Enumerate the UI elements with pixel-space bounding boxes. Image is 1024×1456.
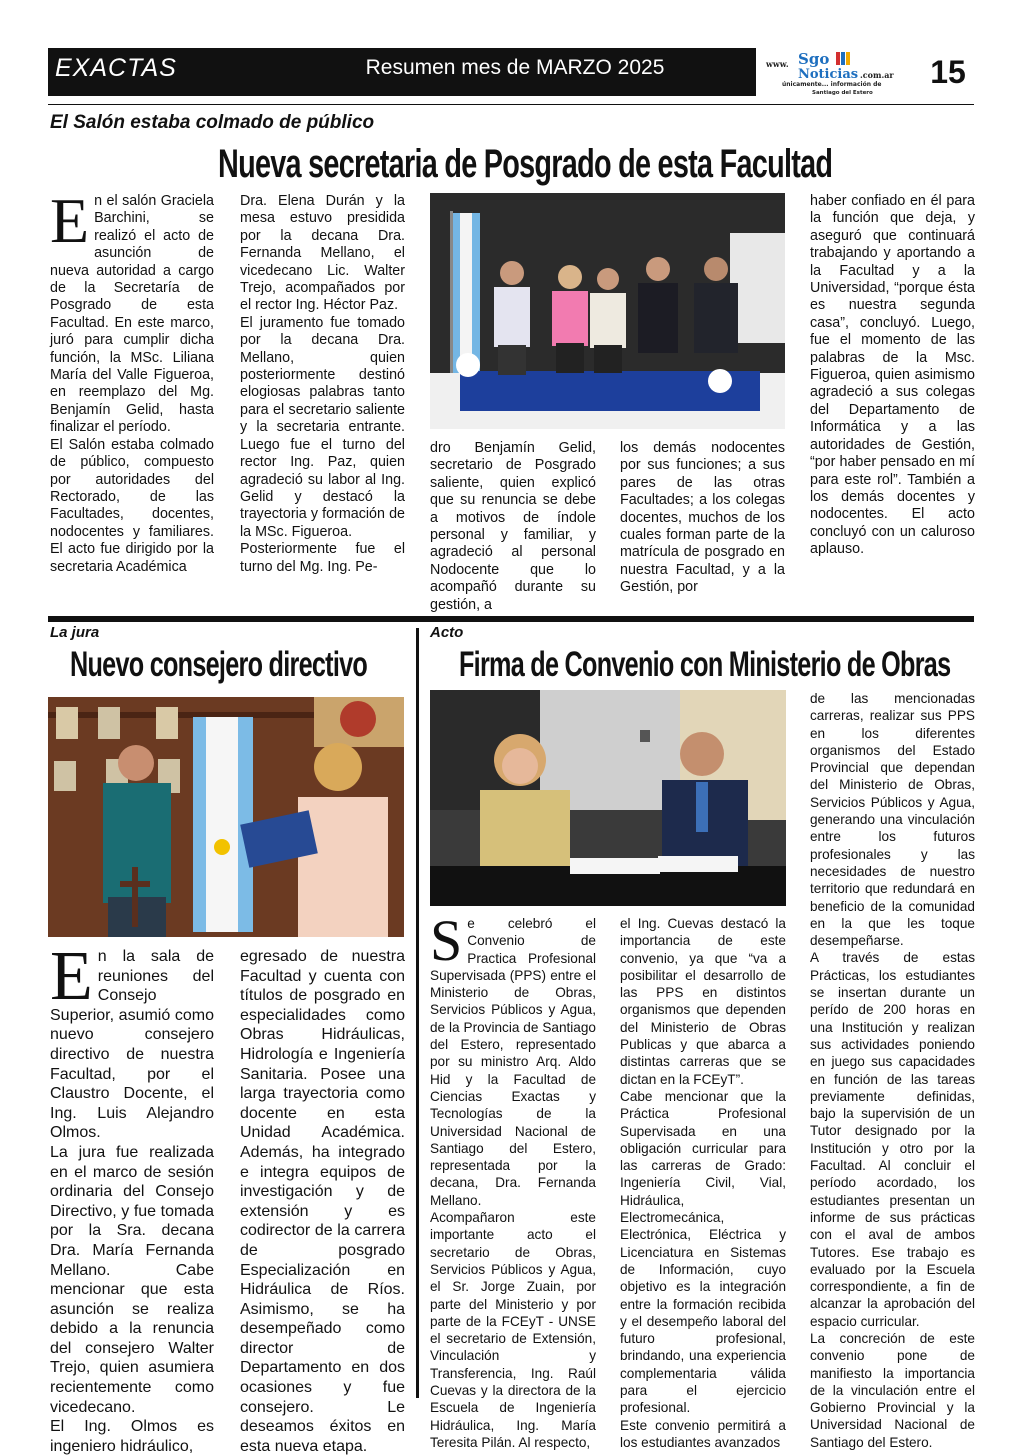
article1-paragraph: los demás nodocentes por sus funciones; a sus pares de las otras Facultades; a los colegas docentes, muchos de los cuales forman parte de la matrícula de posgrado en nuestra Facultad, y a la Gestión, por — [620, 440, 785, 596]
article1-paragraph: Dra. Elena Durán y la mesa estuvo presidida por la decana Dra. Fernanda Mellano, el vicedecano Lic. Walter Trejo, acompañados por el rector Ing. Héctor Paz. — [240, 193, 405, 314]
article1-headline: Nueva secretaria de Posgrado de esta Facultad — [218, 142, 833, 186]
section-name: EXACTAS — [55, 54, 177, 82]
ceremony-group-photo — [430, 193, 785, 429]
article3-paragraph: Cabe mencionar que la Práctica Profesional Supervisada en una obligación curricular para las carreras de Grado: Ingeniería Civil, Vial, Hidráulica, Electromecánica, Electrónica, Eléctrica y Licenciatura en Sistemas de Información, cuyo objetivo es la integración entre la formación recibida y el desempeño laboral del futuro profesional, brindando, una experiencia complementaria válida para el ejercicio profesional. — [620, 1088, 786, 1416]
page-number: 15 — [930, 54, 966, 90]
article3-paragraph: A través de estas Prácticas, los estudiantes se insertan durante un perído de 200 horas en una Institución y realizan sus actividades poniendo en juego sus capacidades en función de las tareas previamente definidas, bajo la supervisión de un Tutor designado por la Institución y otro por la Facultad. Al concluir el período acordado, los estudiantes presentan un informe de sus prácticas con el aval de ambos Tutores. Ese trabajo es evaluado por la Escuela correspondiente, a fin de alcanzar la aprobación del espacio curricular. — [810, 950, 975, 1329]
logo-tagline-1: únicamente... información de — [782, 81, 882, 88]
article3-paragraph: Este convenio permitirá a los estudiantes avanzados — [620, 1417, 786, 1450]
logo-tagline-2: Santiago del Estero — [812, 90, 873, 96]
article1-kicker: El Salón estaba colmado de público — [50, 112, 375, 133]
article1-paragraph: Posteriormente fue el turno del Mg. Ing. Pe- — [240, 541, 405, 575]
article3-column-1 — [430, 908, 596, 1451]
article3-headline: Firma de Convenio con Ministerio de Obras — [459, 645, 951, 684]
header-rule — [48, 104, 974, 105]
logo-domain: .com.ar — [860, 70, 894, 80]
article3-paragraph: e celebró el Convenio de Practica Profesional Supervisada (PPS) entre el Ministerio de Obras, Servicios Públicos y Agua, de la Provincia de Santiago del Estero, representado por su ministro Arq. Aldo Hid y la Facultad de Ciencias Exactas y Tecnologías de la Universidad Nacional de Santiago del Estero, representada por la decana, Dra. Fernanda Mellano. — [430, 916, 596, 1208]
article3-paragraph: La concreción de este convenio pone de manifiesto la importancia de la vinculación entre el Gobierno Provincial y la Universidad Nacional de Santiago del Estero. — [810, 1330, 975, 1450]
section-divider — [48, 616, 974, 622]
article1-column-2 — [240, 193, 405, 576]
article2-paragraph: El Ing. Olmos es ingeniero hidráulico, — [50, 1418, 214, 1455]
article2-kicker: La jura — [50, 624, 100, 641]
article1-paragraph: dro Benjamín Gelid, secretario de Posgrado saliente, quien explicó que su renuncia se debe a motivos de índole personal y familiar, y agradeció al personal Nodocente que lo acompañó durante su gestión, a — [430, 440, 596, 613]
consejero-oath-photo — [48, 697, 404, 937]
article2-paragraph: egresado de nuestra Facultad y cuenta con títulos de posgrado en especialidades como Obras Hidráulicas, Hidrología e Ingeniería Sanitaria. Posee una larga trayectoria como docente en esta Unidad Académica. Además, ha integrado e integra equipos de investigación y de extensión y es codirector de la carrera de posgrado Especialización en Hidráulica de Ríos. Asimismo, se ha desempeñado como director de Departamento en dos ocasiones y fue consejero. Le deseamos éxitos en esta nueva etapa. — [240, 948, 405, 1455]
article3-paragraph: Acompañaron este importante acto el secretario de Obras, Servicios Públicos y Agua, el Sr. Jorge Zuain, por parte del Ministerio y por parte de la FCEyT - UNSE el secretario de Extensión, Vinculación y Transferencia, Ing. Raúl Cuevas y la directora de la Escuela de Ingeniería Hidráulica, Ing. María Teresita Pilán. Al respecto, — [430, 1210, 596, 1450]
article1-column-4 — [620, 440, 785, 597]
article1-paragraph: El Salón estaba colmado de público, compuesto por autoridades del Rectorado, de las Facultades, docentes, nodocentes y familiares. El acto fue dirigido por la secretaria Académica — [50, 436, 214, 575]
drop-cap: E — [50, 938, 93, 1015]
article3-column-3 — [810, 690, 975, 1451]
article3-paragraph: de las mencionadas carreras, realizar sus PPS en los diferentes organismos del Estado Provincial que dependan del Ministerio de Obras, Servicios Públicos y Agua, generando una vinculación entre los futuros profesionales y las necesidades de nuestro territorio que redundará en beneficio de la comunidad en la que les toque desempeñarse. — [810, 691, 975, 949]
article1-column-5 — [810, 193, 975, 559]
article2-column-2 — [240, 947, 405, 1456]
article1-paragraph: haber confiado en él para la función que deja, y aseguró que continuará trabajando y aportando a la Facultad y a la Universidad, “porque ésta es nuestra segunda casa”, concluyó. Luego, fue el momento de las palabras de la Msc. Figueroa, quien asimismo agradeció a sus colegas del Departamento de Informática y a las autoridades de Gestión, “por haber pensado en mí para este rol”. También a los demás docentes y nodocentes. El acto concluyó con un caluroso aplauso. — [810, 193, 975, 558]
article1-column-1 — [50, 185, 214, 576]
article1-paragraph: n el salón Graciela Barchini, se realizó el acto de asunción de nueva autoridad a cargo de la Secretaría de Posgrado de esta Facultad. En este marco, juró para cumplir dicha función, la MSc. Liliana María del Valle Figueroa, en reemplazo del Mg. Benjamín Gelid, hasta finalizar el período. — [50, 193, 214, 436]
logo-www: www. — [766, 59, 789, 69]
article2-paragraph: La jura fue realizada en el marco de sesión ordinaria del Consejo Directivo, y fue tomada por la Sra. decana Dra. María Fernanda Mellano. Cabe mencionar que esta asunción se realiza debido a la renuncia del consejero Walter Trejo, quien asumiera recientemente como vicedecano. — [50, 1143, 214, 1416]
article1-column-3 — [430, 440, 596, 614]
logo-brand-top: Sgo — [798, 50, 830, 68]
article2-paragraph: n la sala de reuniones del Consejo Superior, asumió como nuevo consejero directivo de nuestra Facultad, por el Claustro Docente, el Ing. Luis Alejandro Olmos. — [50, 948, 214, 1142]
article3-paragraph: el Ing. Cuevas destacó la importancia de este convenio, ya que “va a posibilitar el desarrollo de las PPS en distintos organismos que dependen del Ministerio de Obras Publicas y que abarca a distintas carreras que se dictan en la FCEyT”. — [620, 916, 786, 1087]
sgo-noticias-logo — [764, 50, 912, 96]
convenio-signing-photo — [430, 690, 786, 906]
article2-headline: Nuevo consejero directivo — [70, 645, 368, 684]
article2-column-1 — [50, 938, 214, 1456]
article1-paragraph: El juramento fue tomado por la decana Dra. Mellano, quien posteriormente destinó elogiosas palabras tanto para el secretario saliente y la secretaria entrante. Luego fue el turno del rector Ing. Paz, quien agradeció su labor al Ing. Gelid y destacó la trayectoria y formación de la MSc. Figueroa. — [240, 314, 405, 540]
logo-brand-bottom: Noticias — [798, 67, 859, 82]
column-divider — [416, 628, 419, 1398]
article3-kicker: Acto — [430, 624, 464, 641]
issue-label: Resumen mes de MARZO 2025 — [365, 56, 665, 79]
drop-cap: E — [50, 185, 90, 256]
article3-column-2 — [620, 915, 786, 1451]
drop-cap: S — [430, 908, 463, 973]
